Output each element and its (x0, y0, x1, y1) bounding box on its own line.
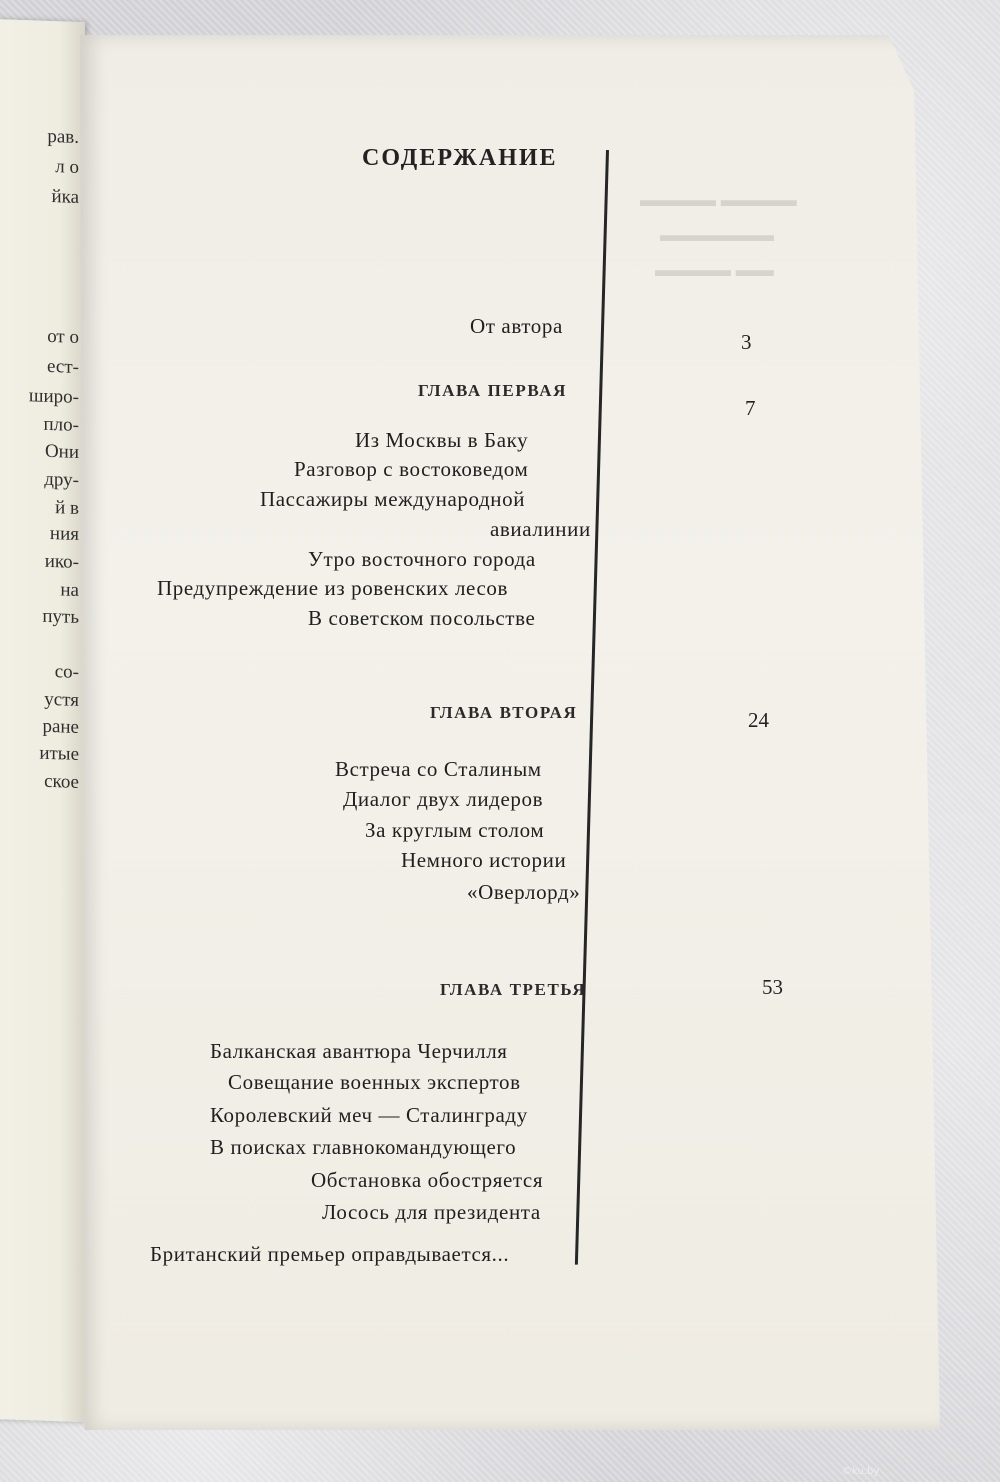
toc-entry: Из Москвы в Баку (355, 428, 529, 452)
toc-entry: Предупреждение из ровенских лесов (157, 576, 509, 600)
left-page-text: путь (42, 605, 79, 628)
toc-entry: авиалинии (490, 517, 591, 541)
left-page-text: на (60, 579, 79, 601)
show-through-text: ▬▬▬▬ ▬▬▬▬ (640, 190, 797, 211)
left-page (0, 18, 85, 1422)
chapter-title: ГЛАВА ВТОРАЯ (430, 703, 578, 722)
left-page-text: дру- (44, 468, 79, 491)
left-page-text: ния (49, 522, 79, 545)
toc-entry: Лосось для президента (322, 1200, 541, 1224)
toc-entry: Королевский меч — Сталинграду (210, 1103, 528, 1127)
chapter-title: ГЛАВА ТРЕТЬЯ (440, 980, 587, 999)
watermark: ©ku.by (842, 1466, 880, 1477)
toc-entry: Встреча со Сталиным (335, 757, 542, 781)
toc-entry: Диалог двух лидеров (343, 787, 544, 811)
toc-entry-preface: От автора (470, 314, 563, 338)
toc-entry: За круглым столом (365, 818, 545, 842)
toc-entry: В поисках главнокомандующего (210, 1135, 517, 1159)
toc-entry: Обстановка обостряется (311, 1168, 544, 1192)
toc-entry: Совещание военных экспертов (228, 1070, 521, 1094)
left-page-text: от о (47, 325, 79, 348)
left-page-text: широ- (28, 385, 79, 408)
page-number: 7 (745, 396, 756, 420)
left-page-text: ико- (44, 550, 79, 573)
left-page-text: со- (54, 661, 79, 683)
page-number: 24 (748, 708, 769, 732)
left-page-text: устя (44, 688, 79, 711)
left-page-text: йка (51, 186, 79, 208)
toc-entry: Утро восточного города (308, 547, 536, 571)
left-page-text: пло- (43, 413, 79, 436)
left-page-text: ест- (47, 355, 79, 378)
page-number: 3 (741, 330, 752, 354)
toc-entry: «Оверлорд» (467, 880, 581, 904)
left-page-text: л о (55, 156, 79, 178)
page-number: 53 (762, 975, 783, 999)
toc-entry: Балканская авантюра Черчилля (210, 1039, 508, 1063)
left-page-text: итые (39, 742, 79, 765)
toc-entry: Немного истории (401, 848, 567, 872)
left-page-text: рав. (47, 125, 79, 148)
show-through-text: ▬▬▬▬▬▬ (660, 225, 774, 246)
left-page-text: й в (55, 497, 79, 519)
page-title: СОДЕРЖАНИЕ (362, 145, 558, 171)
left-page-text: ране (42, 715, 79, 738)
toc-entry: Пассажиры международной (260, 487, 526, 511)
left-page-text: Они (44, 440, 79, 463)
toc-entry: Разговор с востоковедом (294, 457, 529, 481)
toc-entry: Британский премьер оправдывается... (150, 1242, 510, 1266)
toc-entry: В советском посольстве (308, 606, 536, 630)
show-through-text: ▬▬▬▬ ▬▬ (655, 260, 774, 281)
left-page-text: ское (44, 770, 79, 793)
chapter-title: ГЛАВА ПЕРВАЯ (418, 381, 567, 400)
